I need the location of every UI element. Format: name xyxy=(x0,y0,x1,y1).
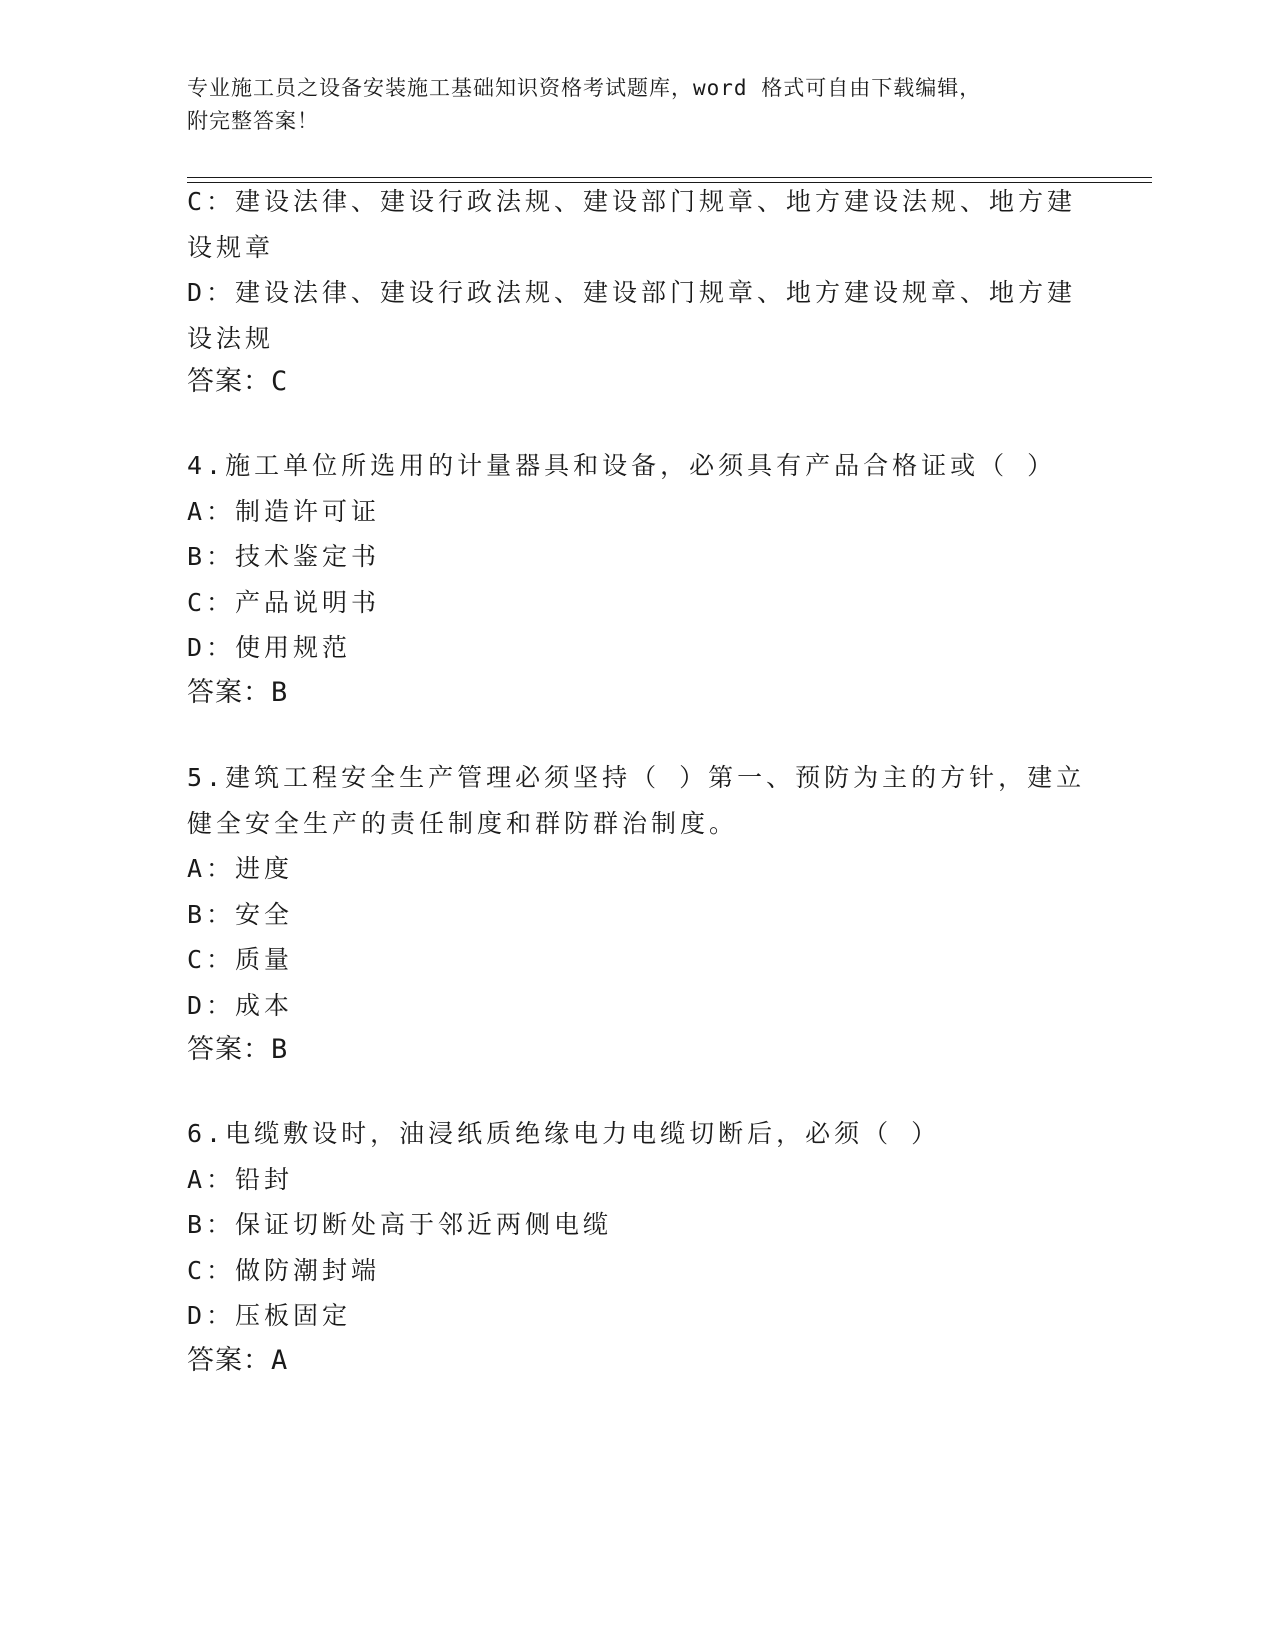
option-c-line-1: C：建设法律、建设行政法规、建设部门规章、地方建设法规、地方建 xyxy=(187,187,1077,216)
question-4-stem: 4.施工单位所选用的计量器具和设备，必须具有产品合格证或（ ） xyxy=(187,451,1057,480)
option-d-line-1: D：建设法律、建设行政法规、建设部门规章、地方建设规章、地方建 xyxy=(187,278,1077,307)
document-header xyxy=(187,72,1087,138)
question-6-option-c: C：做防潮封端 xyxy=(187,1255,381,1285)
question-4 xyxy=(187,443,1087,671)
header-line-2: 附完整答案！ xyxy=(187,109,319,133)
question-6-option-b: B：保证切断处高于邻近两侧电缆 xyxy=(187,1210,613,1239)
question-6-option-d: D：压板固定 xyxy=(187,1301,352,1330)
question-5-option-b: B：安全 xyxy=(187,899,294,929)
question-5-option-c: C：质量 xyxy=(187,945,294,974)
prev-question-options xyxy=(187,179,1087,361)
question-5-stem-line-2: 健全安全生产的责任制度和群防群治制度。 xyxy=(187,808,739,838)
question-5-stem-line-1: 5.建筑工程安全生产管理必须坚持（ ）第一、预防为主的方针，建立 xyxy=(187,763,1086,792)
option-d-line-2: 设法规 xyxy=(187,323,275,353)
question-6-option-a: A：铅封 xyxy=(187,1164,294,1194)
question-6 xyxy=(187,1111,1087,1339)
option-c-line-2: 设规章 xyxy=(187,232,275,262)
question-4-option-a: A：制造许可证 xyxy=(187,496,381,526)
prev-question-answer: 答案：C xyxy=(187,366,289,397)
question-5-option-a: A：进度 xyxy=(187,854,294,883)
question-4-option-b: B：技术鉴定书 xyxy=(187,542,381,571)
question-4-option-c: C：产品说明书 xyxy=(187,587,381,617)
question-5-answer: 答案：B xyxy=(187,1034,289,1065)
question-5 xyxy=(187,755,1087,1028)
question-4-answer: 答案：B xyxy=(187,677,289,708)
question-4-option-d: D：使用规范 xyxy=(187,633,352,662)
header-divider-top xyxy=(187,177,1152,178)
header-line-1: 专业施工员之设备安装施工基础知识资格考试题库，word 格式可自由下载编辑， xyxy=(187,76,982,100)
question-6-answer: 答案：A xyxy=(187,1345,289,1376)
question-6-stem: 6.电缆敷设时，油浸纸质绝缘电力电缆切断后，必须（ ） xyxy=(187,1119,941,1148)
question-5-option-d: D：成本 xyxy=(187,990,294,1020)
